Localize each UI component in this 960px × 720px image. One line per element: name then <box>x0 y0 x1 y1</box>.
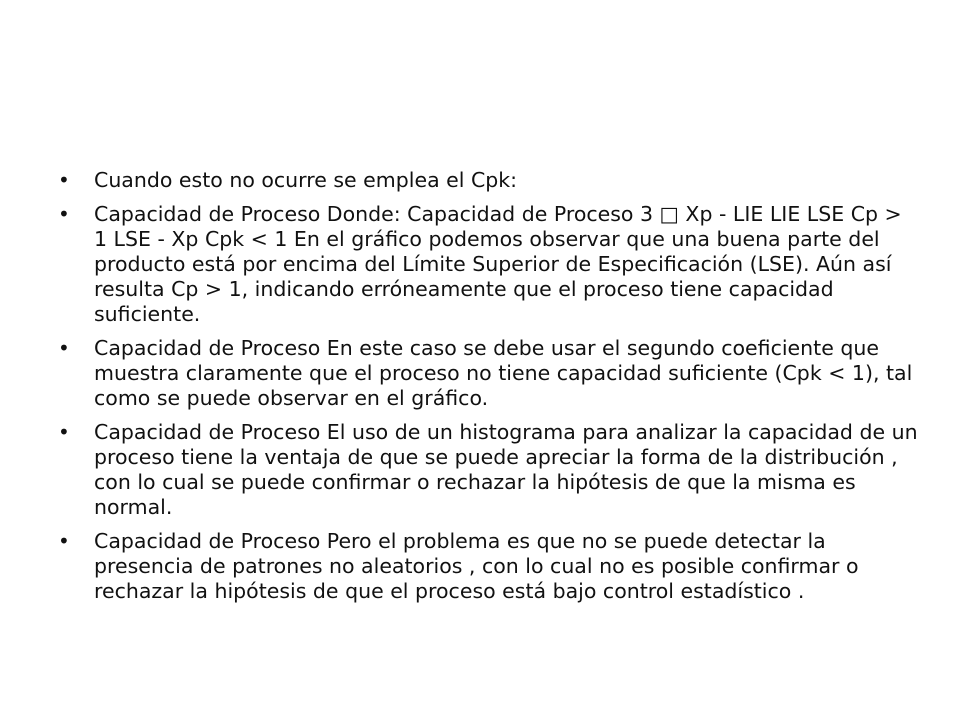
bullet-text-3: Capacidad de Proceso En este caso se debe usar el segundo coeficiente que muestra claramente que el proceso no tiene capacidad suficiente (Cpk < 1), tal como se puede observar en el gráfico. <box>94 336 913 410</box>
bullet-text-1: Cuando esto no ocurre se emplea el Cpk: <box>94 168 518 192</box>
bullet-item-1 <box>58 168 918 193</box>
bullet-item-2 <box>58 202 918 327</box>
bullet-text-4: Capacidad de Proceso El uso de un histograma para analizar la capacidad de un proceso tiene la ventaja de que se puede apreciar la forma de la distribución , con lo cual se puede confirmar o rechazar la hipótesis de que la misma es normal. <box>94 420 918 519</box>
bullet-dot-icon: • <box>58 202 70 226</box>
bullet-dot-icon: • <box>58 168 70 192</box>
bullet-item-4 <box>58 420 918 520</box>
bullet-text-2: Capacidad de Proceso Donde: Capacidad de Proceso 3 □ Xp - LIE LIE LSE Cp > 1 LSE - Xp Cpk < 1 En el gráfico podemos observar que una buena parte del producto está por encima del Límite Superior de Especificación (LSE). Aún así resulta Cp > 1, indicando erróneamente que el proceso tiene capacidad suficiente. <box>94 202 902 326</box>
bullet-text-5: Capacidad de Proceso Pero el problema es que no se puede detectar la presencia de patrones no aleatorios , con lo cual no es posible confirmar o rechazar la hipótesis de que el proceso está bajo control estadístico . <box>94 529 859 603</box>
bullet-item-5 <box>58 529 918 604</box>
bullet-list <box>58 168 918 613</box>
bullet-dot-icon: • <box>58 336 70 360</box>
bullet-dot-icon: • <box>58 529 70 553</box>
bullet-item-3 <box>58 336 918 411</box>
bullet-dot-icon: • <box>58 420 70 444</box>
